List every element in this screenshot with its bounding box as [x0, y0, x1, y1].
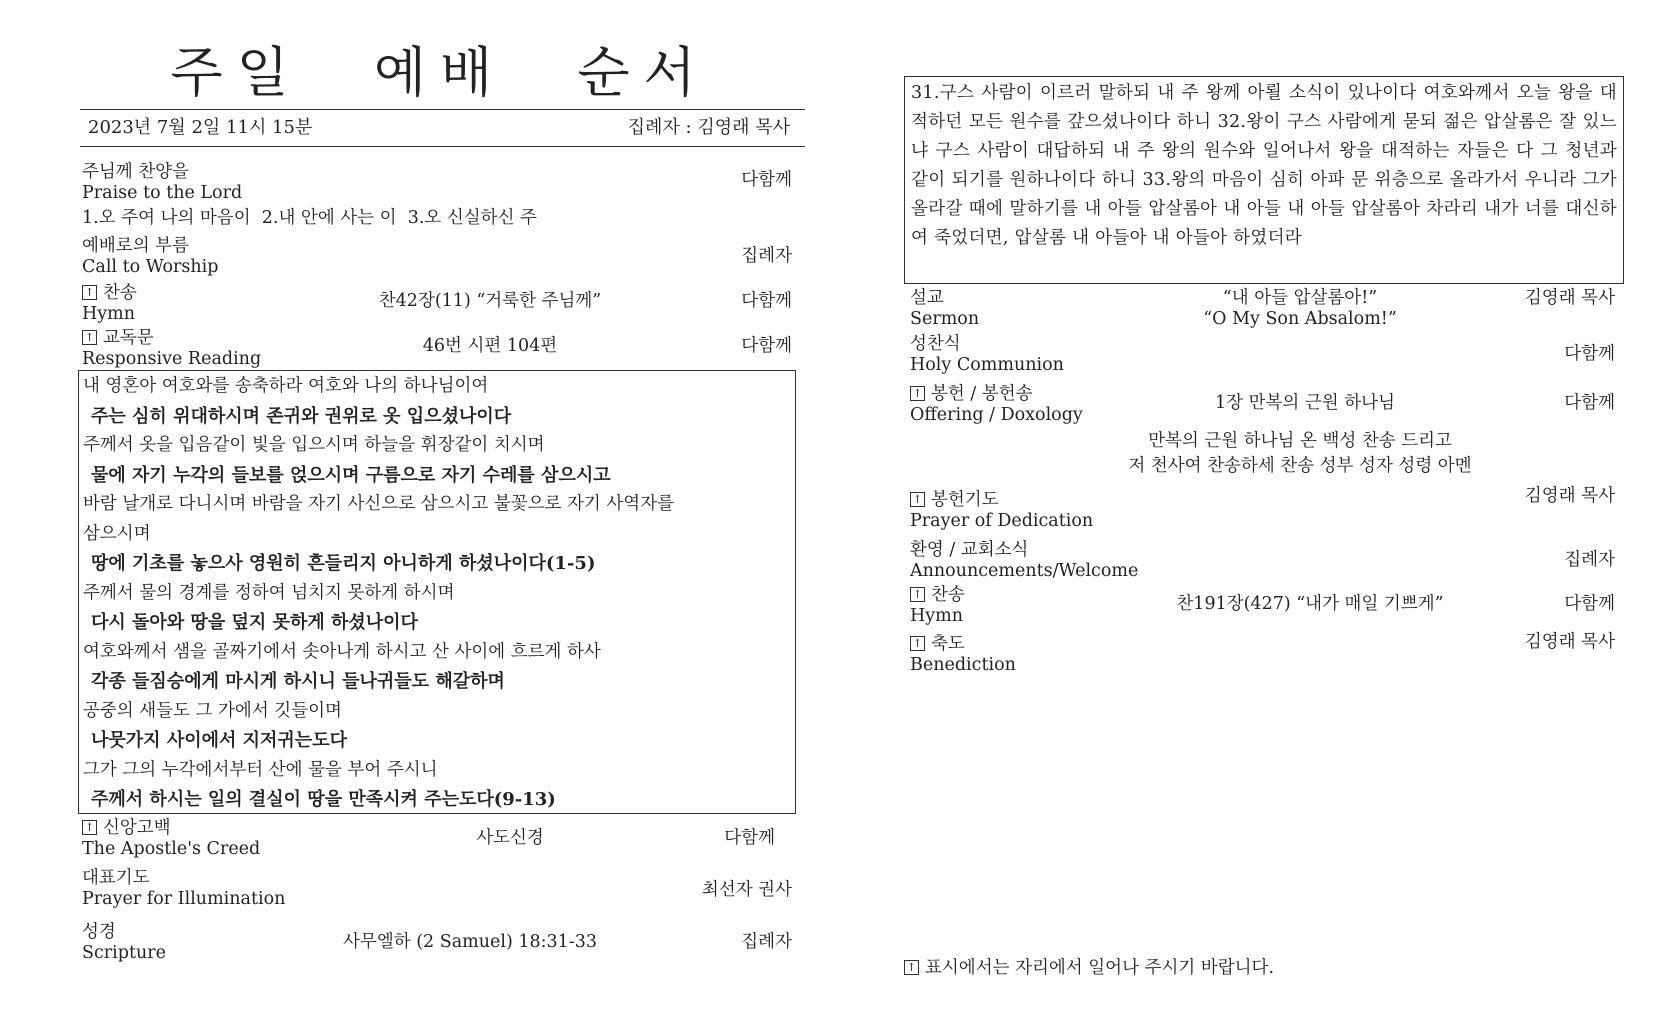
header-top-rule	[80, 109, 805, 110]
item-reading-detail: 46번 시편 104편	[422, 336, 558, 356]
doxology-line-1: 만복의 근원 하나님 온 백성 찬송 드리고	[1148, 431, 1452, 451]
item-praise-en: Praise to the Lord	[82, 183, 243, 203]
doxology-line-2: 저 천사여 찬송하세 찬송 성부 성자 성령 아멘	[1128, 456, 1472, 476]
item-creed	[82, 818, 260, 860]
item-creed-who: 다함께	[724, 828, 775, 848]
reading-line: 여호와께서 샘을 골짜기에서 솟아나게 하시고 산 사이에 흐르게 하사	[83, 641, 601, 662]
item-hymn2-who: 다함께	[1564, 594, 1615, 614]
item-sermon-ko: 설교	[910, 288, 944, 308]
item-hymn-2	[910, 585, 965, 627]
item-dedication-en: Prayer of Dedication	[910, 511, 1094, 531]
item-communion-who: 다함께	[1564, 344, 1615, 364]
service-date: 2023년 7월 2일 11시 15분	[88, 117, 313, 138]
item-offering-ko: 봉헌 / 봉헌송	[931, 384, 1033, 404]
item-benediction-en: Benediction	[910, 655, 1016, 675]
item-dedication-ko: 봉헌기도	[931, 490, 999, 510]
item-praise-ko: 주님께 찬양을	[82, 162, 189, 182]
item-creed-ko: 신앙고백	[103, 818, 171, 838]
stand-up-icon: ↑	[910, 587, 925, 602]
item-call-to-worship	[82, 236, 218, 278]
item-creed-en: The Apostle's Creed	[82, 839, 261, 859]
item-sermon-who: 김영래 목사	[1524, 288, 1615, 308]
stand-up-icon: ↑	[910, 386, 925, 401]
item-benediction-ko: 축도	[931, 634, 965, 654]
scripture-text: 31.구스 사람이 이르러 말하되 내 주 왕께 아뢸 소식이 있나이다 여호와께서 오늘 왕을 대적하던 모든 원수를 갚으셨나이다 하니 32.왕이 구스 사람에게 묻되 젊은 압살롬은 잘 있느냐 구스 사람이 대답하되 내 주 왕의 원수와 일어나서 왕을 대적하는 자들은 다 그 청년과 같이 되기를 원하나이다 하니 33.왕의 마음이 심히 아파 문 위층으로 올라가서 우니라 그가 올라갈 때에 말하기를 내 아들 압살롬아 내 아들 내 아들 압살롬아 차라리 내가 너를 대신하여 죽었더면, 압살롬 내 아들아 내 아들아 하였더라	[911, 83, 1617, 248]
reading-line: 주는 심히 위대하시며 존귀와 권위로 옷 입으셨나이다	[91, 405, 512, 427]
stand-up-icon: ↑	[910, 492, 925, 507]
item-hymn1-who: 다함께	[741, 291, 792, 311]
item-prayer-who: 최선자 권사	[701, 880, 792, 900]
item-offering-detail: 1장 만복의 근원 하나님	[1215, 393, 1395, 413]
item-responsive-reading	[82, 328, 261, 370]
reading-line: 물에 자기 누각의 들보를 얹으시며 구름으로 자기 수레를 삼으시고	[91, 464, 611, 486]
stand-footnote-text: 표시에서는 자리에서 일어나 주시기 바랍니다.	[925, 958, 1275, 978]
stand-up-icon: ↑	[910, 636, 925, 651]
item-offering-en: Offering / Doxology	[910, 405, 1083, 425]
item-benediction	[910, 634, 1016, 676]
item-scripture-ko: 성경	[82, 922, 116, 942]
reading-line: 땅에 기초를 놓으사 영원히 흔들리지 아니하게 하셨나이다(1-5)	[91, 553, 596, 574]
item-announce-who: 집례자	[1564, 550, 1615, 570]
item-scripture-detail: 사무엘하 (2 Samuel) 18:31-33	[343, 932, 597, 952]
item-hymn1-ko: 찬송	[103, 283, 137, 303]
reading-line: 공중의 새들도 그 가에서 깃들이며	[83, 700, 342, 721]
responsive-reading-box	[78, 370, 796, 814]
item-hymn1-en: Hymn	[82, 304, 136, 324]
item-call-who: 집례자	[741, 246, 792, 266]
sermon-title-ko: “내 아들 압살롬아!”	[1222, 288, 1378, 308]
stand-up-icon: ↑	[82, 330, 97, 345]
item-sermon-en: Sermon	[910, 309, 980, 329]
item-communion	[910, 334, 1064, 376]
reading-line: 다시 돌아와 땅을 덮지 못하게 하셨나이다	[91, 612, 418, 633]
item-hymn2-en: Hymn	[910, 606, 964, 626]
item-scripture-en: Scripture	[82, 943, 166, 963]
responsive-reading-lines	[79, 372, 795, 815]
item-prayer	[82, 868, 285, 910]
item-announcements	[910, 540, 1138, 582]
item-praise	[82, 162, 242, 204]
reading-line: 각종 들짐승에게 마시게 하시니 들나귀들도 해갈하며	[91, 671, 505, 692]
reading-line: 삼으시며	[83, 523, 151, 544]
item-communion-en: Holy Communion	[910, 355, 1064, 375]
item-prayer-ko: 대표기도	[82, 868, 150, 888]
reading-line: 주께서 물의 경계를 정하여 넘치지 못하게 하시며	[83, 582, 455, 603]
praise-song-list: 1.오 주여 나의 마음이 2.내 안에 사는 이 3.오 신실하신 주	[82, 208, 537, 228]
item-call-ko: 예배로의 부름	[82, 236, 189, 256]
stand-up-icon: ↑	[82, 285, 97, 300]
item-scripture	[82, 922, 166, 964]
reading-line: 나뭇가지 사이에서 지저귀는도다	[91, 730, 347, 751]
scripture-text-box	[904, 76, 1624, 284]
item-praise-who: 다함께	[741, 170, 792, 190]
item-hymn-1	[82, 283, 137, 325]
reading-line: 주께서 옷을 입음같이 빛을 입으시며 하늘을 휘장같이 치시며	[83, 435, 545, 455]
stand-up-icon: ↑	[82, 820, 97, 835]
stand-up-icon: ↑	[904, 960, 919, 975]
reading-line: 바람 날개로 다니시며 바람을 자기 사신으로 삼으시고 불꽃으로 자기 사역자를	[83, 494, 675, 514]
reading-line: 내 영혼아 여호와를 송축하라 여호와 나의 하나님이여	[83, 376, 489, 396]
stand-footnote	[904, 958, 1274, 979]
sermon-title	[1100, 288, 1500, 330]
item-hymn1-detail: 찬42장(11) “거룩한 주님께”	[378, 291, 602, 311]
bulletin-title: 주일 예배 순서	[170, 41, 710, 104]
item-announce-en: Announcements/Welcome	[910, 561, 1139, 581]
item-reading-en: Responsive Reading	[82, 349, 262, 369]
reading-line: 그가 그의 누각에서부터 산에 물을 부어 주시니	[83, 759, 438, 780]
item-creed-detail: 사도신경	[476, 828, 544, 848]
item-benediction-who: 김영래 목사	[1524, 632, 1615, 652]
item-communion-ko: 성찬식	[910, 334, 961, 354]
reading-line: 주께서 하시는 일의 결실이 땅을 만족시켜 주는도다(9-13)	[91, 789, 556, 810]
item-call-en: Call to Worship	[82, 257, 219, 277]
item-reading-who: 다함께	[741, 336, 792, 356]
item-offering-who: 다함께	[1564, 393, 1615, 413]
item-prayer-en: Prayer for Illumination	[82, 889, 286, 909]
sermon-title-en: “O My Son Absalom!”	[1203, 309, 1397, 329]
item-dedication	[910, 490, 1093, 532]
item-sermon	[910, 288, 979, 330]
item-hymn2-ko: 찬송	[931, 585, 965, 605]
item-scripture-who: 집례자	[741, 932, 792, 952]
item-announce-ko: 환영 / 교회소식	[910, 540, 1029, 560]
item-hymn2-detail: 찬191장(427) “내가 매일 기쁘게”	[1176, 594, 1444, 614]
service-leader: 집례자 : 김영래 목사	[627, 117, 790, 138]
item-offering	[910, 384, 1083, 426]
header-bottom-rule	[80, 146, 805, 147]
item-dedication-who: 김영래 목사	[1524, 486, 1615, 506]
item-reading-ko: 교독문	[103, 328, 154, 348]
